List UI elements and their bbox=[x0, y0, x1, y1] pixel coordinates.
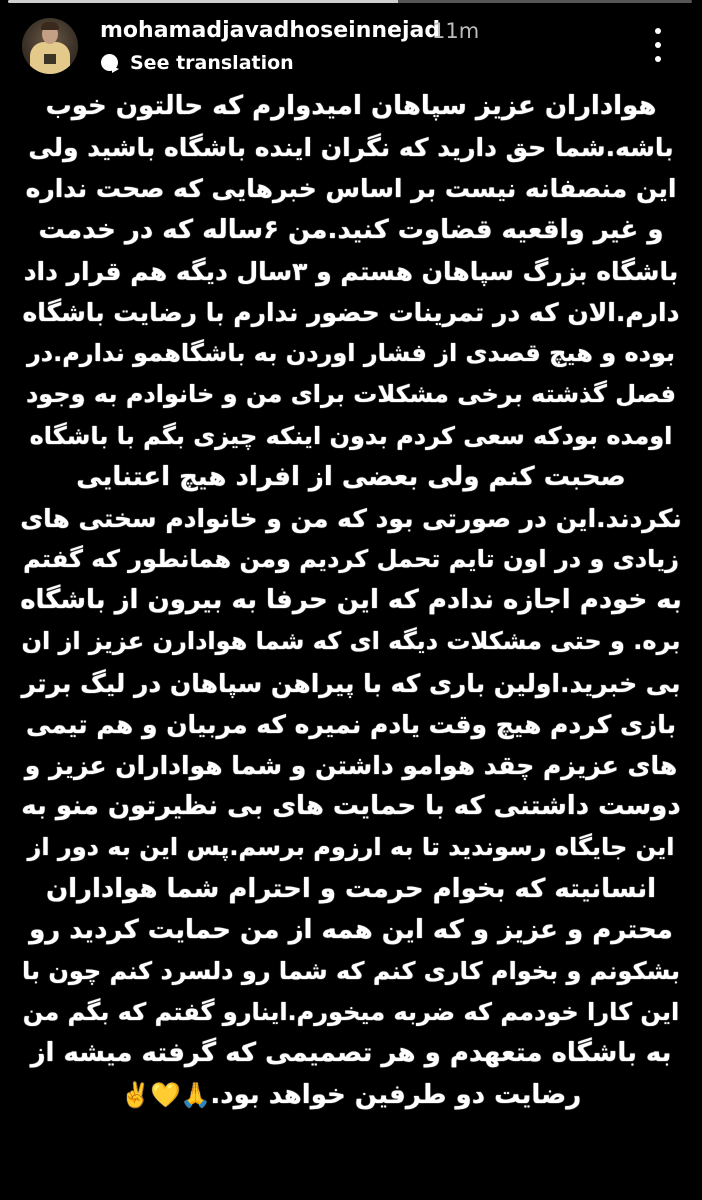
story-line: اومده بودکه سعی کردم بدون اینکه چیزی بگم با باشگاه bbox=[29, 421, 673, 450]
story-line: نکردند.این در صورتی بود که من و خانوادم سختی های bbox=[20, 503, 682, 533]
story-line: به خودم اجازه ندادم که این حرفا به بیرون از باشگاه bbox=[20, 585, 682, 616]
avatar[interactable] bbox=[22, 18, 78, 74]
story-line: زیادی و در اون تایم تحمل کردیم ومن همانطور که گفتم bbox=[23, 545, 679, 574]
story-line: رضایت دو طرفین خواهد بود.🙏💛✌️ bbox=[20, 1075, 682, 1116]
story-line: این منصفانه نیست بر اساس خبرهایی که صحت نداره bbox=[25, 174, 677, 204]
story-line: فصل گذشته برخی مشکلات برای من و خانوادم به وجود bbox=[25, 380, 677, 409]
see-translation-label: See translation bbox=[130, 52, 294, 74]
story-line: دوست داشتنی که با حمایت های بی نظیرتون منو به bbox=[21, 791, 681, 822]
story-line: هواداران عزیز سپاهان امیدوارم که حالتون خوب bbox=[45, 91, 657, 121]
story-line: باشه.شما حق دارید که نگران اینده باشگاه باشید ولی bbox=[28, 133, 674, 163]
story-line: بشکونم و بخوام کاری کنم که شما رو دلسرد کنم چون با bbox=[22, 956, 680, 985]
story-line: بره. و حتی مشکلات دیگه ای که شما هوادارن عزیز از ان bbox=[21, 627, 681, 656]
story-line: انسانیته که بخوام حرمت و احترام شما هواداران bbox=[45, 873, 657, 904]
story-line: بوده و هیچ قصدی از فشار اوردن به باشگاهمو ندارم.در bbox=[26, 339, 676, 368]
avatar-sponsor-logo bbox=[44, 54, 56, 64]
more-vertical-icon bbox=[655, 28, 661, 34]
story-line: این جایگاه رسوندید تا به ارزوم برسم.پس این به دور از bbox=[27, 833, 675, 862]
see-translation-button[interactable] bbox=[100, 52, 294, 74]
story-line: محترم و عزیز و که این همه از من حمایت کردید رو bbox=[29, 914, 673, 945]
post-timestamp: 11m bbox=[432, 19, 480, 43]
story-line: بازی کردم هیچ وقت یادم نمیره که مربیان و هم تیمی bbox=[25, 709, 677, 739]
story-line: دارم.الان که در تمرینات حضور ندارم با رضایت باشگاه bbox=[22, 297, 680, 327]
username[interactable]: mohamadjavadhoseinnejad bbox=[100, 18, 441, 43]
story-line: بی خبرید.اولین باری که با پیراهن سپاهان در لیگ برتر bbox=[21, 668, 681, 698]
story-caption-text bbox=[20, 86, 682, 1116]
progress-viewed bbox=[8, 0, 398, 3]
progress-remaining bbox=[398, 0, 692, 3]
closing-emojis: 🙏💛✌️ bbox=[120, 1080, 211, 1109]
story-line: این کارا خودمم که ضربه میخورم.اینارو گفتم که بگم من bbox=[22, 998, 680, 1027]
more-options-button[interactable] bbox=[648, 28, 668, 62]
story-line: صحبت کنم ولی بعضی از افراد هیچ اعتنایی bbox=[76, 461, 626, 492]
story-line: و غیر واقعیه قضاوت کنید.من ۶ساله که در خدمت bbox=[38, 214, 664, 245]
story-line: های عزیزم چقد هوامو داشتن و شما هواداران عزیز و bbox=[24, 751, 678, 780]
speech-bubble-icon bbox=[100, 53, 120, 73]
story-progress-bar bbox=[8, 0, 692, 3]
avatar-hair bbox=[41, 22, 59, 30]
story-header bbox=[0, 14, 702, 84]
more-vertical-icon-dot bbox=[655, 56, 661, 62]
more-vertical-icon-dot bbox=[655, 42, 661, 48]
story-line: باشگاه بزرگ سپاهان هستم و ۳سال دیگه هم قرار داد bbox=[23, 256, 679, 286]
story-line: به باشگاه متعهدم و هر تصمیمی که گرفته میشه از bbox=[30, 1038, 672, 1069]
